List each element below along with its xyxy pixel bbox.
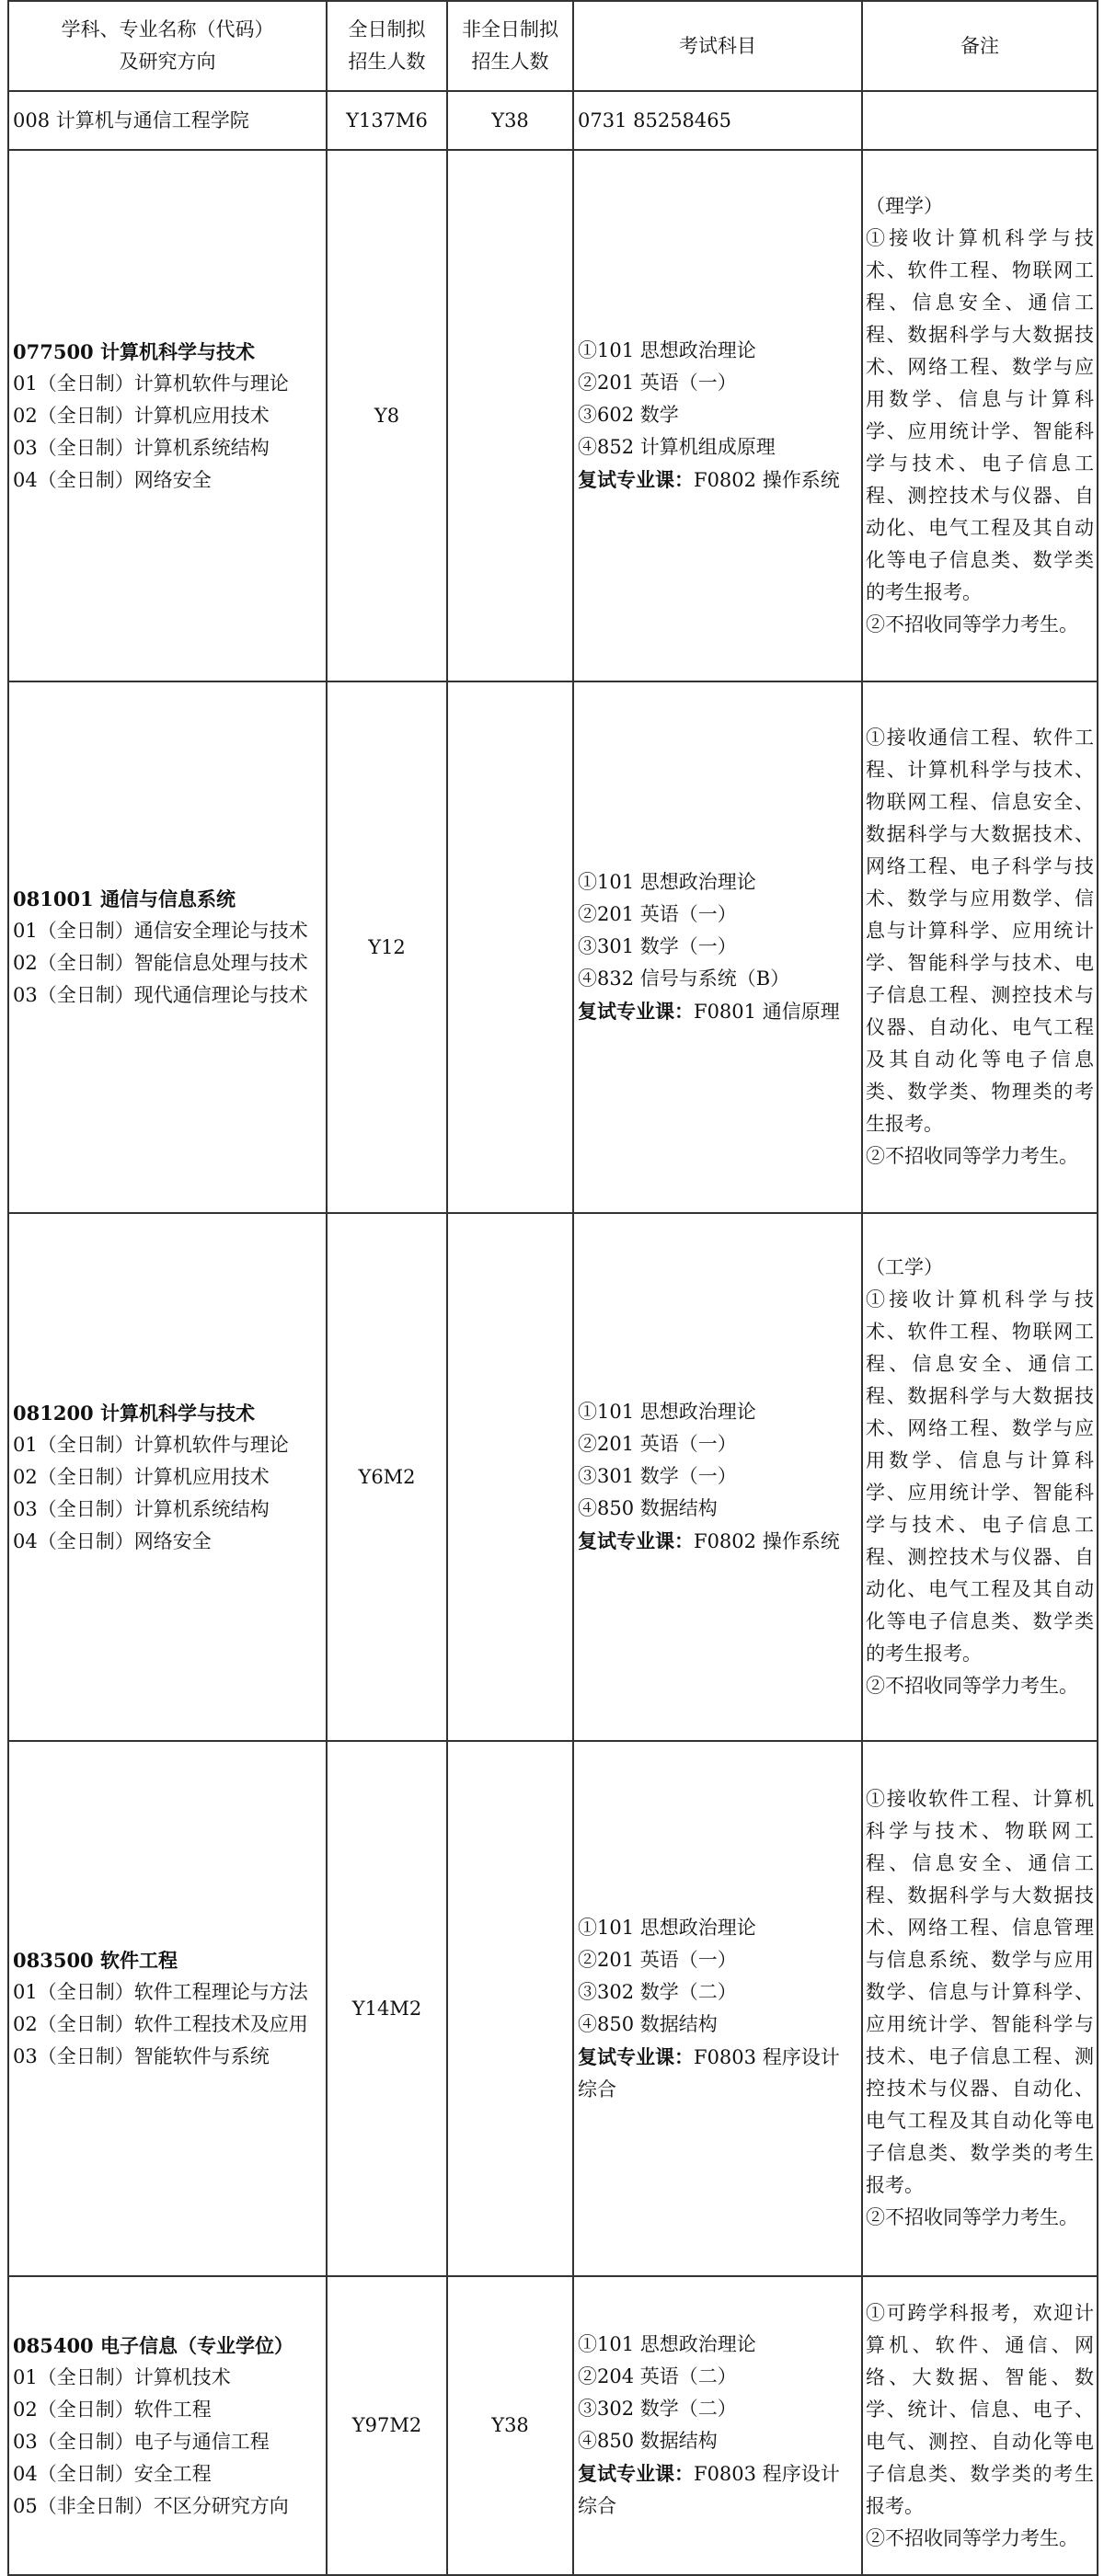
research-direction: 02（全日制）计算机应用技术 [13,1465,270,1488]
retest-label: 复试专业课： [578,1000,694,1023]
fulltime-quota: Y6M2 [327,1213,447,1741]
header-parttime-line2: 招生人数 [471,51,549,73]
header-major-line2: 及研究方向 [119,51,216,73]
research-direction: 01（全日制）计算机软件与理论 [13,1433,289,1456]
retest-course: F0802 操作系统 [694,1530,840,1552]
retest-label: 复试专业课： [578,1529,694,1552]
exam-subject: ①101 思想政治理论 [578,1916,756,1939]
fulltime-quota: Y97M2 [327,2276,447,2575]
exam-subject: ③301 数学（一） [578,1465,737,1487]
retest-course: F0802 操作系统 [694,469,840,491]
major-code-name: 081001 通信与信息系统 [13,887,236,910]
parttime-quota [447,150,573,681]
retest-line [578,995,857,1028]
research-direction: 04（全日制）安全工程 [13,2462,212,2485]
major-cell [8,2276,327,2575]
major-row [8,2276,1098,2575]
note-text: （理学） [866,195,943,217]
college-row [8,91,1098,150]
research-direction: 04（全日制）网络安全 [13,468,212,491]
header-major [8,1,327,91]
parttime-quota [447,1213,573,1741]
exam-subject: ③301 数学（一） [578,935,737,957]
exam-subjects-cell [573,1213,862,1741]
exam-subject: ①101 思想政治理论 [578,339,756,361]
research-direction: 03（全日制）智能软件与系统 [13,2045,270,2067]
major-code-name: 081200 计算机科学与技术 [13,1401,255,1425]
exam-subject: ④832 信号与系统（B） [578,967,790,990]
note-text: ①接收通信工程、软件工程、计算机科学与技术、物联网工程、信息安全、数据科学与大数据技术、网络工程、电子科学与技术、数学与应用数学、信息与计算科学、应用统计学、智能科学与技术、电子信息工程、测控技术与仪器、自动化、电气工程及其自动化等电子信息类、数学类、物理类的考生报考。 [866,727,1094,1135]
notes-cell [862,150,1098,681]
exam-subject: ④850 数据结构 [578,2012,718,2035]
header-parttime-line1: 非全日制拟 [462,18,558,40]
research-direction: 02（全日制）计算机应用技术 [13,404,270,427]
exam-subject: ④850 数据结构 [578,2430,718,2452]
retest-label: 复试专业课： [578,2462,694,2485]
header-notes: 备注 [862,1,1098,91]
note-text: ②不招收同等学力考生。 [866,2526,1078,2549]
college-fulltime: Y137M6 [327,91,447,150]
college-notes-empty [862,91,1098,150]
retest-line [578,2457,857,2523]
parttime-quota [447,681,573,1213]
major-code-name: 085400 电子信息（专业学位） [13,2333,293,2357]
notes-cell [862,681,1098,1213]
exam-subject: ②201 英语（一） [578,1433,737,1455]
exam-subject: ②201 英语（一） [578,1948,737,1971]
exam-subject: ②204 英语（二） [578,2365,737,2387]
note-text: （工学） [866,1256,943,1278]
note-text: ②不招收同等学力考生。 [866,2206,1078,2228]
parttime-quota [447,1741,573,2276]
major-cell [8,1741,327,2276]
header-fulltime-line2: 招生人数 [348,51,426,73]
header-exam-subjects: 考试科目 [573,1,862,91]
research-direction: 02（全日制）软件工程技术及应用 [13,2013,308,2035]
exam-subject: ②201 英语（一） [578,372,737,394]
parttime-quota: Y38 [447,2276,573,2575]
fulltime-quota: Y14M2 [327,1741,447,2276]
exam-subject: ①101 思想政治理论 [578,1401,756,1423]
research-direction: 03（全日制）计算机系统结构 [13,1497,270,1520]
exam-subject: ②201 英语（一） [578,903,737,925]
note-text: ②不招收同等学力考生。 [866,613,1078,635]
retest-line [578,1525,857,1558]
note-text: ②不招收同等学力考生。 [866,1675,1078,1697]
major-row [8,1741,1098,2276]
major-row [8,150,1098,681]
note-text: ①可跨学科报考，欢迎计算机、软件、通信、网络、大数据、智能、数学、统计、信息、电子、电气、测控、自动化等电子信息类、数学类的考生报考。 [866,2301,1094,2517]
fulltime-quota: Y8 [327,150,447,681]
exam-subject: ③302 数学（二） [578,2398,737,2420]
major-cell [8,681,327,1213]
research-direction: 01（全日制）通信安全理论与技术 [13,920,308,942]
research-direction: 04（全日制）网络安全 [13,1529,212,1552]
header-fulltime [327,1,447,91]
major-cell [8,150,327,681]
exam-subject: ③602 数学 [578,404,679,426]
header-row [8,1,1098,91]
retest-label: 复试专业课： [578,468,694,491]
header-parttime [447,1,573,91]
exam-subject: ④850 数据结构 [578,1497,718,1519]
note-text: ①接收计算机科学与技术、软件工程、物联网工程、信息安全、通信工程、数据科学与大数据技术、网络工程、数学与应用数学、信息与计算科学、应用统计学、智能科学与技术、电子信息工程、测控技术与仪器、自动化、电气工程及其自动化等电子信息类、数学类的考生报考。 [866,1288,1094,1665]
retest-course: F0803 程序设计综合 [578,2045,840,2101]
research-direction: 03（全日制）现代通信理论与技术 [13,984,308,1006]
header-fulltime-line1: 全日制拟 [348,18,426,40]
exam-subjects-cell [573,2276,862,2575]
college-phone: 0731 85258465 [573,91,862,150]
research-direction: 03（全日制）电子与通信工程 [13,2430,270,2453]
major-row [8,681,1098,1213]
exam-subject: ①101 思想政治理论 [578,2333,756,2355]
college-name: 008 计算机与通信工程学院 [8,91,327,150]
major-row [8,1213,1098,1741]
notes-cell [862,1741,1098,2276]
major-code-name: 077500 计算机科学与技术 [13,339,255,363]
research-direction: 01（全日制）软件工程理论与方法 [13,1981,308,2003]
fulltime-quota: Y12 [327,681,447,1213]
notes-cell [862,1213,1098,1741]
exam-subjects-cell [573,681,862,1213]
exam-subject: ①101 思想政治理论 [578,871,756,893]
note-text: ①接收计算机科学与技术、软件工程、物联网工程、信息安全、通信工程、数据科学与大数据技术、网络工程、数学与应用数学、信息与计算科学、应用统计学、智能科学与技术、电子信息工程、测控技术与仪器、自动化、电气工程及其自动化等电子信息类、数学类的考生报考。 [866,227,1094,603]
header-major-line1: 学科、专业名称（代码） [61,18,274,40]
major-cell [8,1213,327,1741]
college-parttime: Y38 [447,91,573,150]
admissions-table [7,0,1098,2576]
research-direction: 01（全日制）计算机软件与理论 [13,372,289,395]
research-direction: 02（全日制）智能信息处理与技术 [13,952,308,974]
research-direction: 02（全日制）软件工程 [13,2398,212,2421]
research-direction: 01（全日制）计算机技术 [13,2365,231,2388]
research-direction: 03（全日制）计算机系统结构 [13,436,270,459]
retest-label: 复试专业课： [578,2044,694,2068]
exam-subjects-cell [573,1741,862,2276]
exam-subjects-cell [573,150,862,681]
note-text: ①接收软件工程、计算机科学与技术、物联网工程、信息安全、通信工程、数据科学与大数据技术、网络工程、信息管理与信息系统、数学与应用数学、信息与计算科学、应用统计学、智能科学与技术、电子信息工程、测控技术与仪器、自动化、电气工程及其自动化等电子信息类、数学类的考生报考。 [866,1788,1094,2196]
exam-subject: ④852 计算机组成原理 [578,436,776,458]
exam-subject: ③302 数学（二） [578,1980,737,2003]
note-text: ②不招收同等学力考生。 [866,1145,1078,1167]
retest-line [578,2041,857,2106]
retest-course: F0803 程序设计综合 [578,2463,840,2517]
retest-course: F0801 通信原理 [694,1001,840,1023]
notes-cell [862,2276,1098,2575]
research-direction: 05（非全日制）不区分研究方向 [13,2494,289,2517]
major-code-name: 083500 软件工程 [13,1949,178,1972]
retest-line [578,464,857,497]
